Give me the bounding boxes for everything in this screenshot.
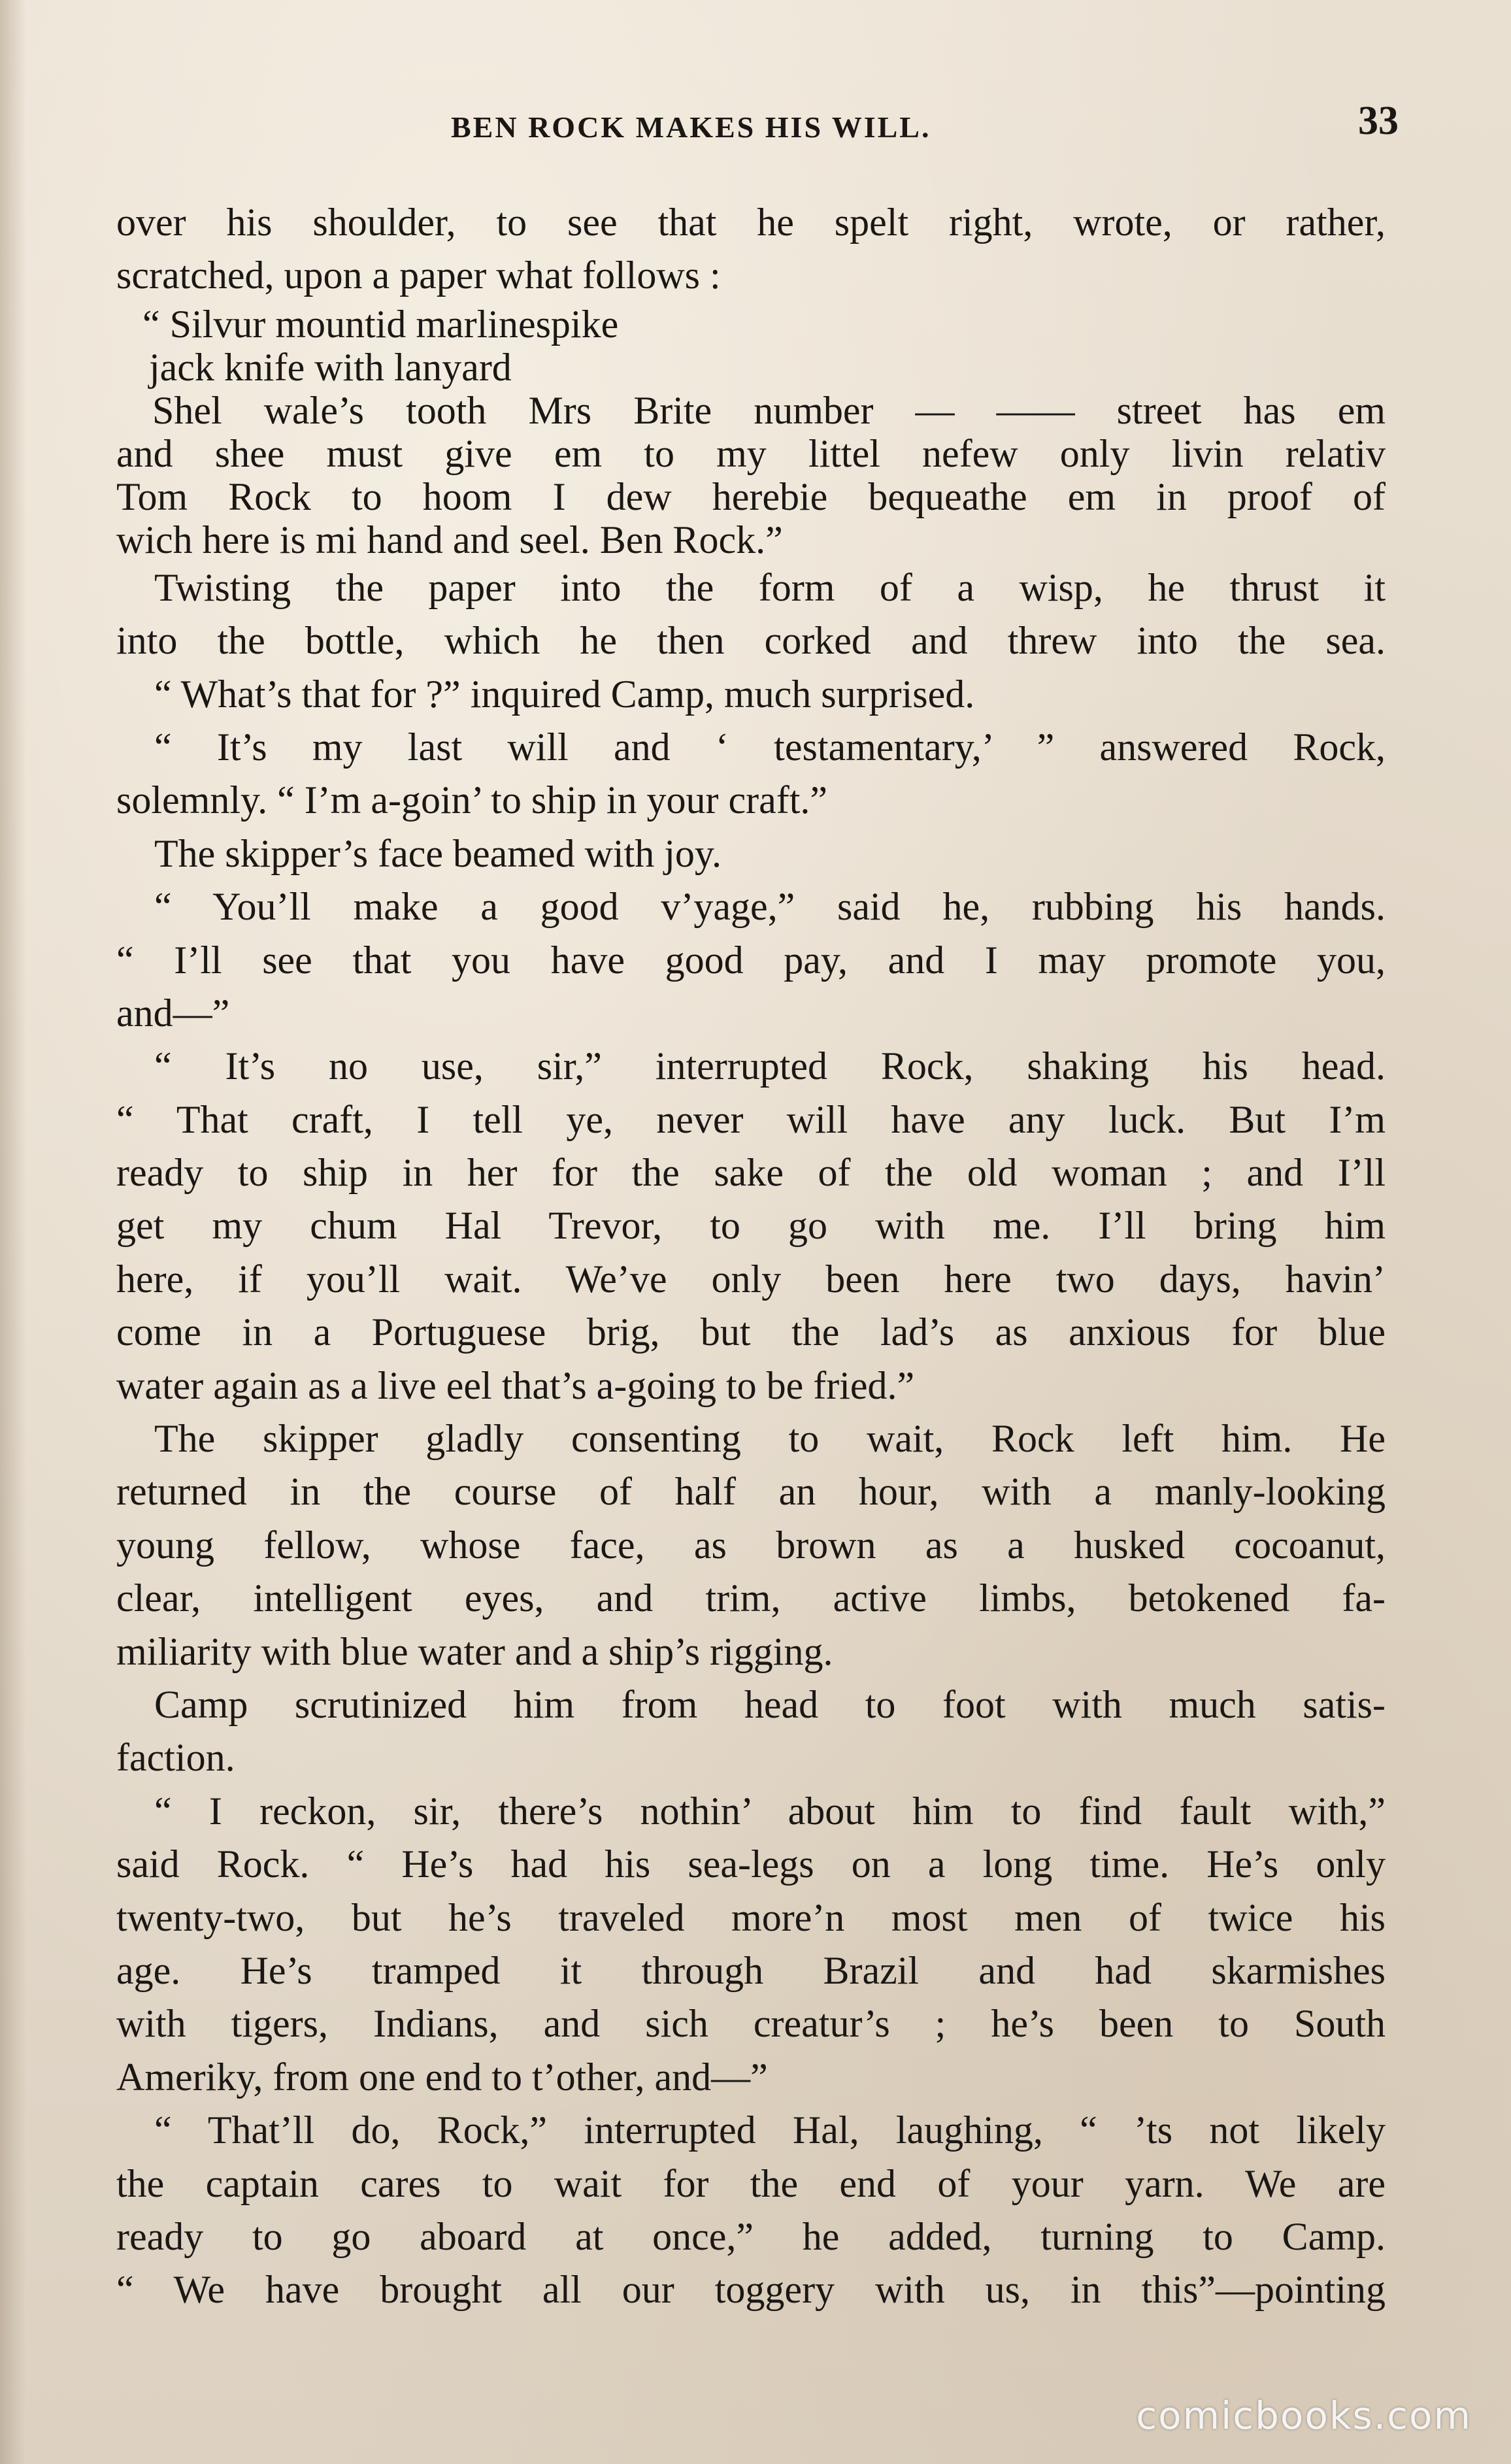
text-line: “ Silvur mountid marlinespike	[142, 302, 619, 346]
text-line: Twisting the paper into the form of a wisp, he thrust it	[154, 565, 1386, 609]
text-line: age. He’s tramped it through Brazil and had skarmishes	[116, 1948, 1386, 1992]
text-line: “ What’s that for ?” inquired Camp, much surprised.	[154, 672, 975, 716]
text-line: ready to ship in her for the sake of the old woman ; and I’ll	[116, 1151, 1386, 1195]
body-text	[116, 196, 1386, 2317]
text-line: come in a Portuguese brig, but the lad’s as anxious for blue	[116, 1310, 1386, 1354]
text-line: water again as a live eel that’s a-going to be fried.”	[116, 1363, 915, 1407]
text-line: here, if you’ll wait. We’ve only been here two days, havin’	[116, 1257, 1386, 1301]
text-line: “ That craft, I tell ye, never will have any luck. But I’m	[116, 1097, 1386, 1141]
running-head: BEN ROCK MAKES HIS WILL.	[451, 110, 931, 144]
text-line: miliarity with blue water and a ship’s rigging.	[116, 1629, 833, 1673]
text-line: wich here is mi hand and seel. Ben Rock.”	[116, 518, 783, 561]
text-line: “ I reckon, sir, there’s nothin’ about him to find fault with,”	[154, 1789, 1386, 1833]
text-line: Shel wale’s tooth Mrs Brite number — —— street has em	[152, 388, 1386, 432]
watermark: comicbooks.com	[1136, 2393, 1472, 2438]
text-line: solemnly. “ I’m a-goin’ to ship in your craft.”	[116, 778, 828, 822]
text-line: said Rock. “ He’s had his sea-legs on a long time. He’s only	[116, 1842, 1386, 1886]
text-line: “ It’s my last will and ‘ testamentary,’ ” answered Rock,	[154, 725, 1386, 769]
text-line: Tom Rock to hoom I dew herebie bequeathe em in proof of	[116, 474, 1386, 518]
text-line: twenty-two, but he’s traveled more’n most men of twice his	[116, 1895, 1386, 1939]
text-line: faction.	[116, 1736, 235, 1780]
text-line: the captain cares to wait for the end of your yarn. We are	[116, 2161, 1386, 2205]
text-line: young fellow, whose face, as brown as a husked cocoanut,	[116, 1523, 1386, 1567]
text-line: and—”	[116, 991, 230, 1035]
text-line: “ That’ll do, Rock,” interrupted Hal, laughing, “ ’ts not likely	[154, 2108, 1386, 2152]
text-line: Camp scrutinized him from head to foot with much satis-	[154, 1682, 1386, 1726]
page-edge-shadow	[0, 0, 26, 2464]
text-line: and shee must give em to my littel nefew only livin relativ	[116, 431, 1386, 475]
text-line: with tigers, Indians, and sich creatur’s ; he’s been to South	[116, 2002, 1386, 2046]
text-line: clear, intelligent eyes, and trim, active limbs, betokened fa-	[116, 1576, 1386, 1620]
text-line: The skipper gladly consenting to wait, Rock left him. He	[154, 1417, 1386, 1461]
page-number: 33	[1358, 99, 1399, 143]
text-line: jack knife with lanyard	[149, 345, 512, 389]
page-header	[118, 98, 1399, 157]
text-line: into the bottle, which he then corked and threw into the sea.	[116, 619, 1386, 663]
text-line: “ I’ll see that you have good pay, and I may promote you,	[116, 938, 1386, 982]
text-line: scratched, upon a paper what follows :	[116, 254, 721, 297]
text-line: The skipper’s face beamed with joy.	[154, 831, 722, 875]
text-line: Ameriky, from one end to t’other, and—”	[116, 2055, 768, 2099]
text-line: “ You’ll make a good v’yage,” said he, rubbing his hands.	[154, 885, 1386, 929]
text-line: “ It’s no use, sir,” interrupted Rock, shaking his head.	[154, 1044, 1386, 1088]
text-line: “ We have brought all our toggery with us, in this”—pointing	[116, 2268, 1386, 2312]
text-line: over his shoulder, to see that he spelt right, wrote, or rather,	[116, 201, 1386, 244]
text-line: get my chum Hal Trevor, to go with me. I’ll bring him	[116, 1204, 1386, 1248]
text-line: ready to go aboard at once,” he added, turning to Camp.	[116, 2214, 1386, 2258]
text-line: returned in the course of half an hour, with a manly-looking	[116, 1470, 1386, 1514]
